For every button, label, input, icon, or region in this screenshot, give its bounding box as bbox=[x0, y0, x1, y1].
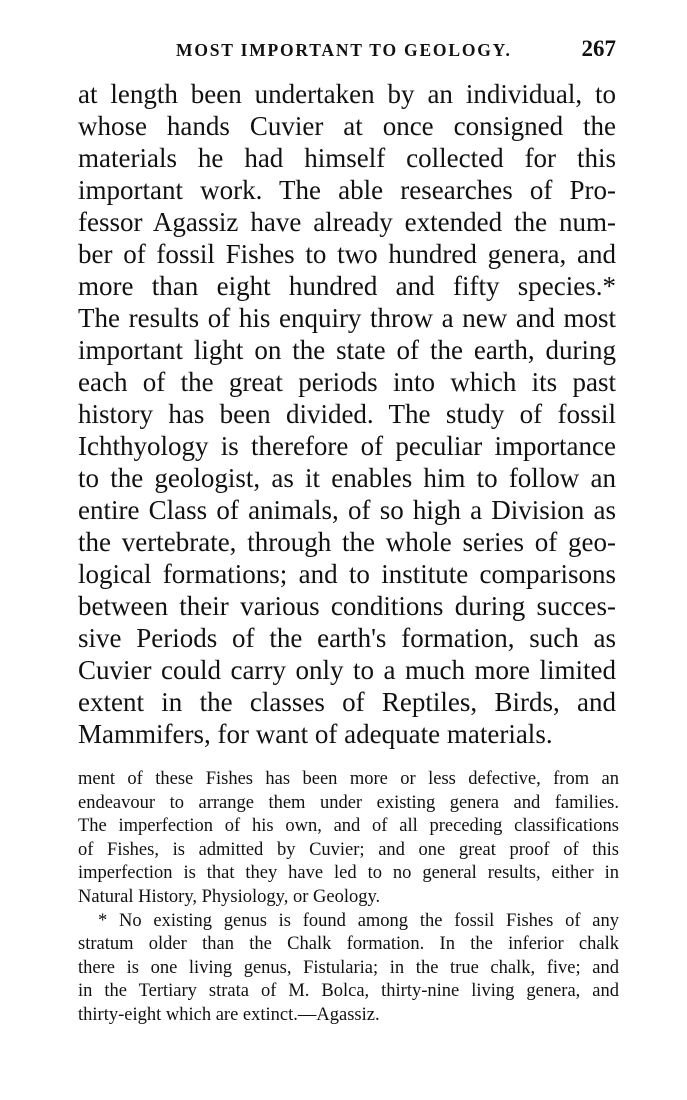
page-number: 267 bbox=[581, 36, 616, 61]
footnote-line: thirty-eight which are extinct.—Agassiz. bbox=[78, 1004, 380, 1025]
running-title: MOST IMPORTANT TO GEOLOGY. bbox=[176, 40, 512, 60]
footnote-line: of Fishes, is admitted by Cuvier; and one great proof of this bbox=[78, 839, 619, 860]
footnote-line: endeavour to arrange them under existing genera and families. bbox=[78, 792, 619, 813]
body-line: each of the great periods into which its past bbox=[78, 367, 616, 397]
footnote-line: The imperfection of his own, and of all preceding classifications bbox=[78, 816, 619, 837]
body-line: more than eight hundred and fifty species.* bbox=[78, 271, 616, 301]
body-line: important work. The able researches of Pro- bbox=[78, 175, 616, 205]
body-line: Cuvier could carry only to a much more limited bbox=[78, 655, 616, 685]
footnote-star bbox=[78, 910, 619, 1028]
footnote-line: stratum older than the Chalk formation. In the inferior chalk bbox=[78, 934, 619, 955]
body-line: to the geologist, as it enables him to follow an bbox=[78, 463, 616, 493]
footnote-line: imperfection is that they have led to no general results, either in bbox=[78, 863, 619, 884]
body-line: materials he had himself collected for this bbox=[78, 143, 616, 173]
body-line: Ichthyology is therefore of peculiar importance bbox=[78, 431, 616, 461]
body-line: The results of his enquiry throw a new and most bbox=[78, 303, 616, 333]
body-line: important light on the state of the earth, during bbox=[78, 335, 616, 365]
footnote-continued bbox=[78, 768, 619, 910]
body-line: the vertebrate, through the whole series of geo- bbox=[78, 527, 616, 557]
footnotes bbox=[78, 768, 619, 1028]
footnote-line: ment of these Fishes has been more or less defective, from an bbox=[78, 769, 619, 789]
running-head bbox=[176, 36, 616, 66]
footnote-line: there is one living genus, Fistularia; in the true chalk, five; and bbox=[78, 957, 619, 978]
body-line: at length been undertaken by an individual, to bbox=[78, 79, 616, 109]
body-line: extent in the classes of Reptiles, Birds, and bbox=[78, 687, 616, 717]
body-line: entire Class of animals, of so high a Division as bbox=[78, 495, 616, 525]
footnote-line: in the Tertiary strata of M. Bolca, thirty-nine living genera, and bbox=[78, 981, 619, 1002]
body-line: logical formations; and to institute comparisons bbox=[78, 559, 616, 589]
footnote-line: * No existing genus is found among the fossil Fishes of any bbox=[98, 910, 619, 931]
body-line: ber of fossil Fishes to two hundred genera, and bbox=[78, 239, 616, 269]
body-line: Mammifers, for want of adequate materials. bbox=[78, 719, 553, 749]
body-line: whose hands Cuvier at once consigned the bbox=[78, 111, 616, 141]
body-line: sive Periods of the earth's formation, such as bbox=[78, 623, 616, 653]
body-line: between their various conditions during succes- bbox=[78, 591, 616, 621]
body-text bbox=[78, 78, 616, 750]
body-line: fessor Agassiz have already extended the num- bbox=[78, 207, 616, 237]
footnote-line: Natural History, Physiology, or Geology. bbox=[78, 886, 381, 907]
body-line: history has been divided. The study of fossil bbox=[78, 399, 616, 429]
